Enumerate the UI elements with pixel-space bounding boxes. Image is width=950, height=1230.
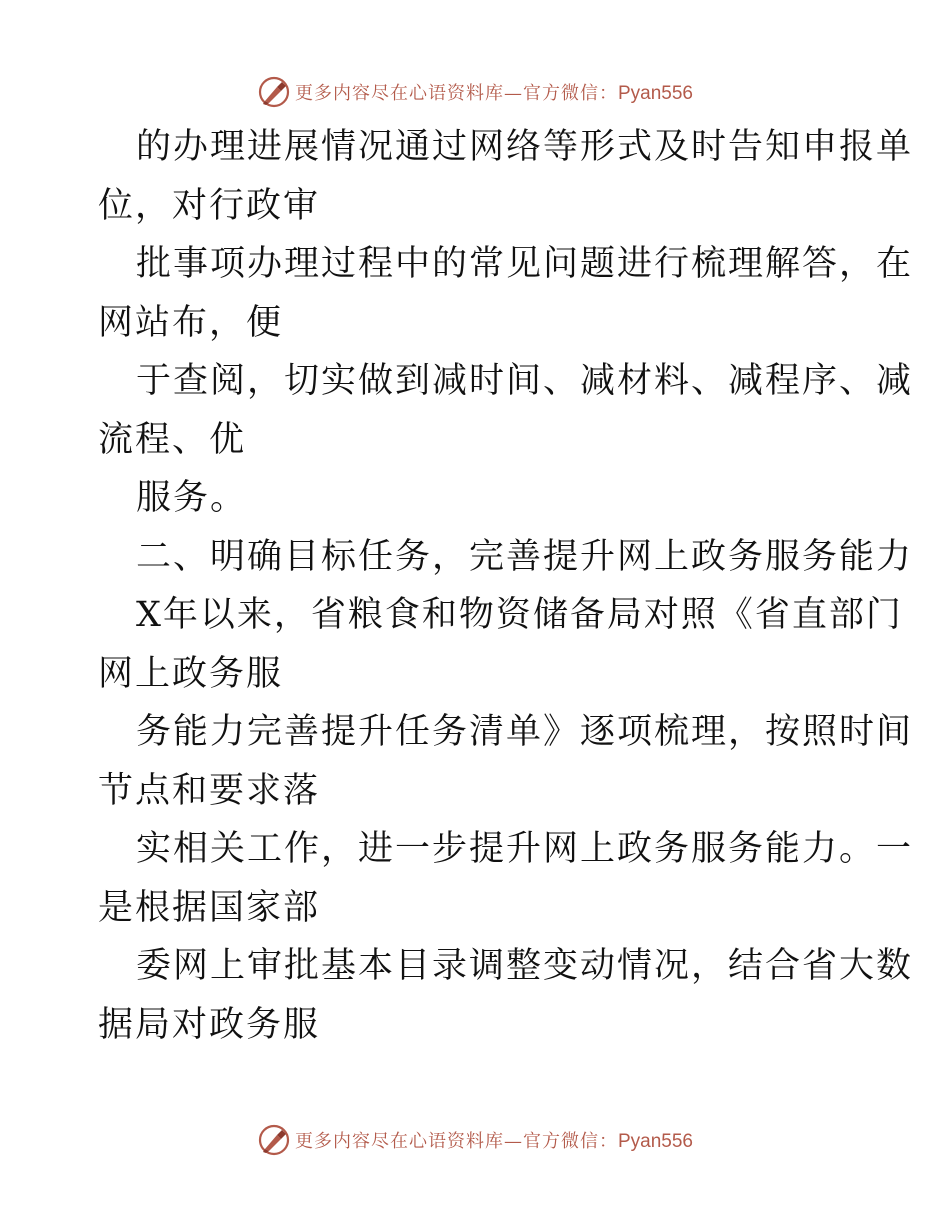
text-line: 流程、优 bbox=[98, 419, 247, 460]
watermark-text bbox=[295, 1127, 693, 1153]
text-line: 据局对政务服 bbox=[98, 1004, 321, 1045]
watermark-label: 更多内容尽在心语资料库—官方微信： bbox=[294, 83, 618, 104]
pen-logo-icon bbox=[257, 75, 291, 109]
watermark-header bbox=[0, 72, 950, 112]
document-body bbox=[98, 118, 914, 1054]
text-line: 节点和要求落 bbox=[98, 770, 321, 811]
section-heading: 二、明确目标任务，完善提升网上政务服务能力 bbox=[136, 536, 914, 577]
text-line: 网站布，便 bbox=[98, 302, 284, 343]
text-line: 位，对行政审 bbox=[98, 185, 321, 226]
wechat-id: Pyan556 bbox=[617, 83, 693, 104]
text-line: 服务。 bbox=[136, 478, 248, 518]
text-line: 务能力完善提升任务清单》逐项梳理，按照时间 bbox=[136, 712, 914, 752]
text-line: 委网上审批基本目录调整变动情况，结合省大数 bbox=[136, 946, 914, 986]
text-line: 是根据国家部 bbox=[98, 887, 321, 928]
text-line: 网上政务服 bbox=[98, 653, 284, 694]
watermark-text bbox=[295, 79, 693, 105]
wechat-id: Pyan556 bbox=[617, 1131, 693, 1152]
text-line: 于查阅，切实做到减时间、减材料、减程序、减 bbox=[136, 361, 914, 401]
pen-logo-icon bbox=[257, 1123, 291, 1157]
text-line: 批事项办理过程中的常见问题进行梳理解答，在 bbox=[136, 244, 914, 284]
text-line: 的办理进展情况通过网络等形式及时告知申报单 bbox=[136, 127, 914, 167]
watermark-footer bbox=[0, 1120, 950, 1160]
text-line: 实相关工作，进一步提升网上政务服务能力。一 bbox=[136, 829, 914, 869]
watermark-label: 更多内容尽在心语资料库—官方微信： bbox=[294, 1131, 618, 1152]
text-line: X年以来，省粮食和物资储备局对照《省直部门 bbox=[136, 595, 903, 635]
